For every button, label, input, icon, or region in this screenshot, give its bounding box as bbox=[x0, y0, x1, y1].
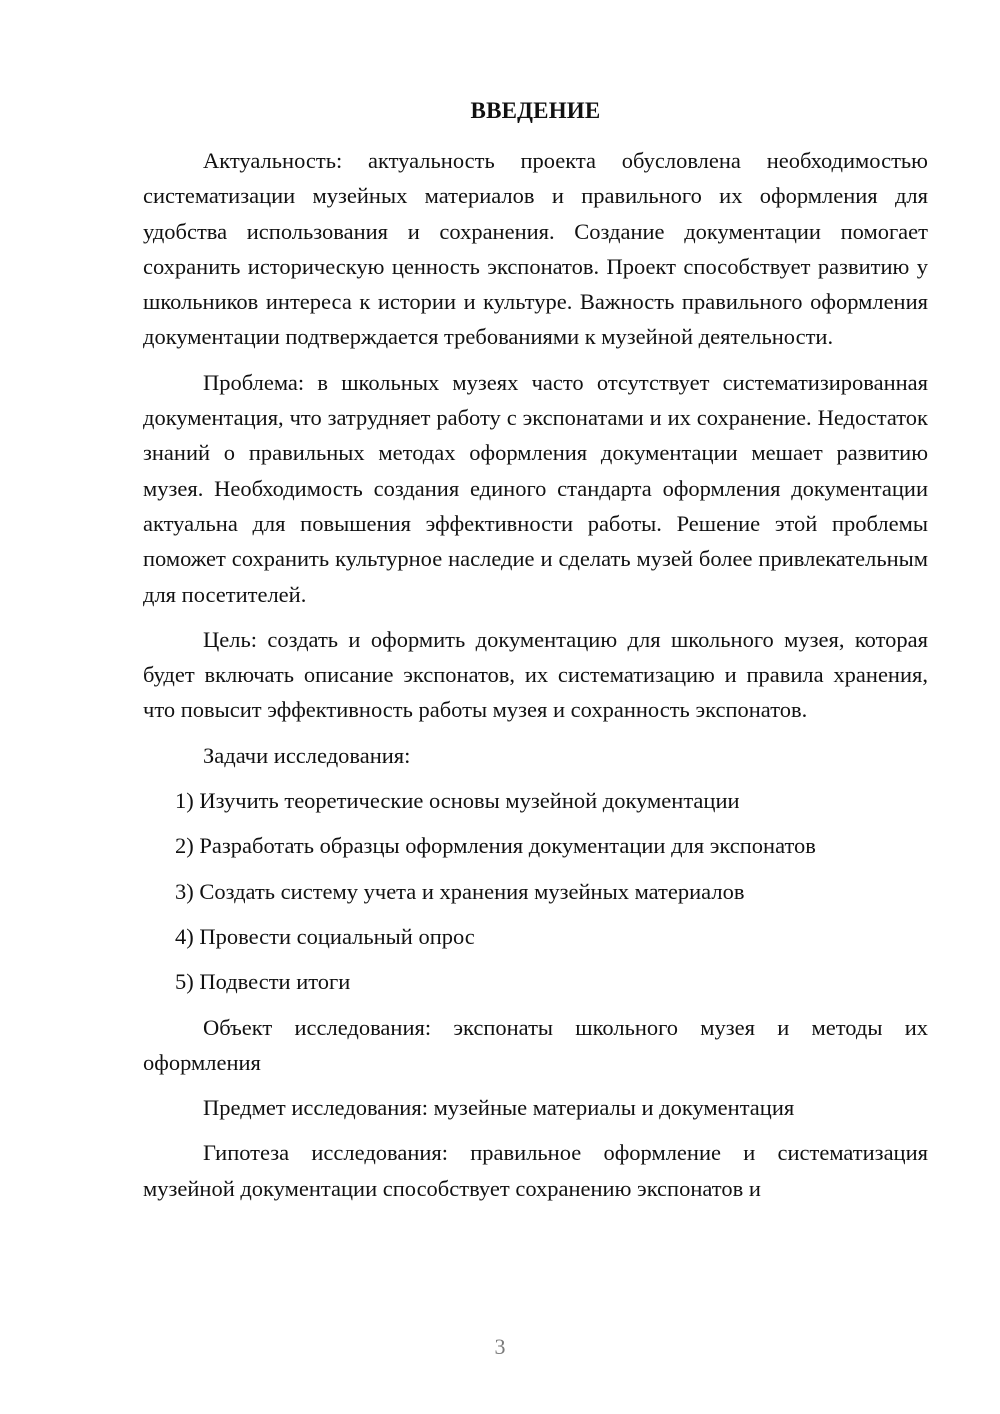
page-title: ВВЕДЕНИЕ bbox=[470, 98, 601, 123]
object-paragraph: Объект исследования: экспонаты школьного музея и методы их оформления bbox=[143, 1014, 928, 1075]
list-item: 5) Подвести итоги bbox=[175, 969, 351, 995]
problem-paragraph: Проблема: в школьных музеях часто отсутствует систематизированная документация, что затрудняет работу с экспонатами и их сохранение. Недостаток знаний о правильных методах оформления документации мешает развитию музея. Необходимость создания единого стандарта оформления документации актуальна для повышения эффективности работы. Решение этой проблемы поможет сохранить культурное наследие и сделать музей более привлекательным для посетителей. bbox=[143, 369, 928, 607]
list-item: 4) Провести социальный опрос bbox=[175, 923, 475, 949]
document-body bbox=[143, 143, 928, 1216]
list-item: 1) Изучить теоретические основы музейной документации bbox=[175, 788, 740, 814]
relevance-paragraph: Актуальность: актуальность проекта обусловлена необходимостью систематизации музейных материалов и правильного их оформления для удобства использования и сохранения. Создание документации помогает сохранить историческую ценность экспонатов. Проект способствует развитию у школьников интереса к истории и культуре. Важность правильного оформления документации подтверждается требованиями к музейной деятельности. bbox=[143, 148, 928, 350]
hypothesis-paragraph: Гипотеза исследования: правильное оформление и систематизация музейной документации способствует сохранению экспонатов и bbox=[143, 1140, 928, 1201]
goal-paragraph: Цель: создать и оформить документацию для школьного музея, которая будет включать описание экспонатов, их систематизацию и правила хранения, что повысит эффективность работы музея и сохранность экспонатов. bbox=[143, 626, 928, 723]
list-item: 2) Разработать образцы оформления документации для экспонатов bbox=[175, 833, 816, 859]
list-item: 3) Создать систему учета и хранения музейных материалов bbox=[175, 878, 745, 904]
tasks-list bbox=[143, 783, 928, 999]
page-number: 3 bbox=[494, 1334, 506, 1359]
subject-paragraph: Предмет исследования: музейные материалы и документация bbox=[203, 1095, 795, 1121]
tasks-heading: Задачи исследования: bbox=[203, 742, 411, 768]
